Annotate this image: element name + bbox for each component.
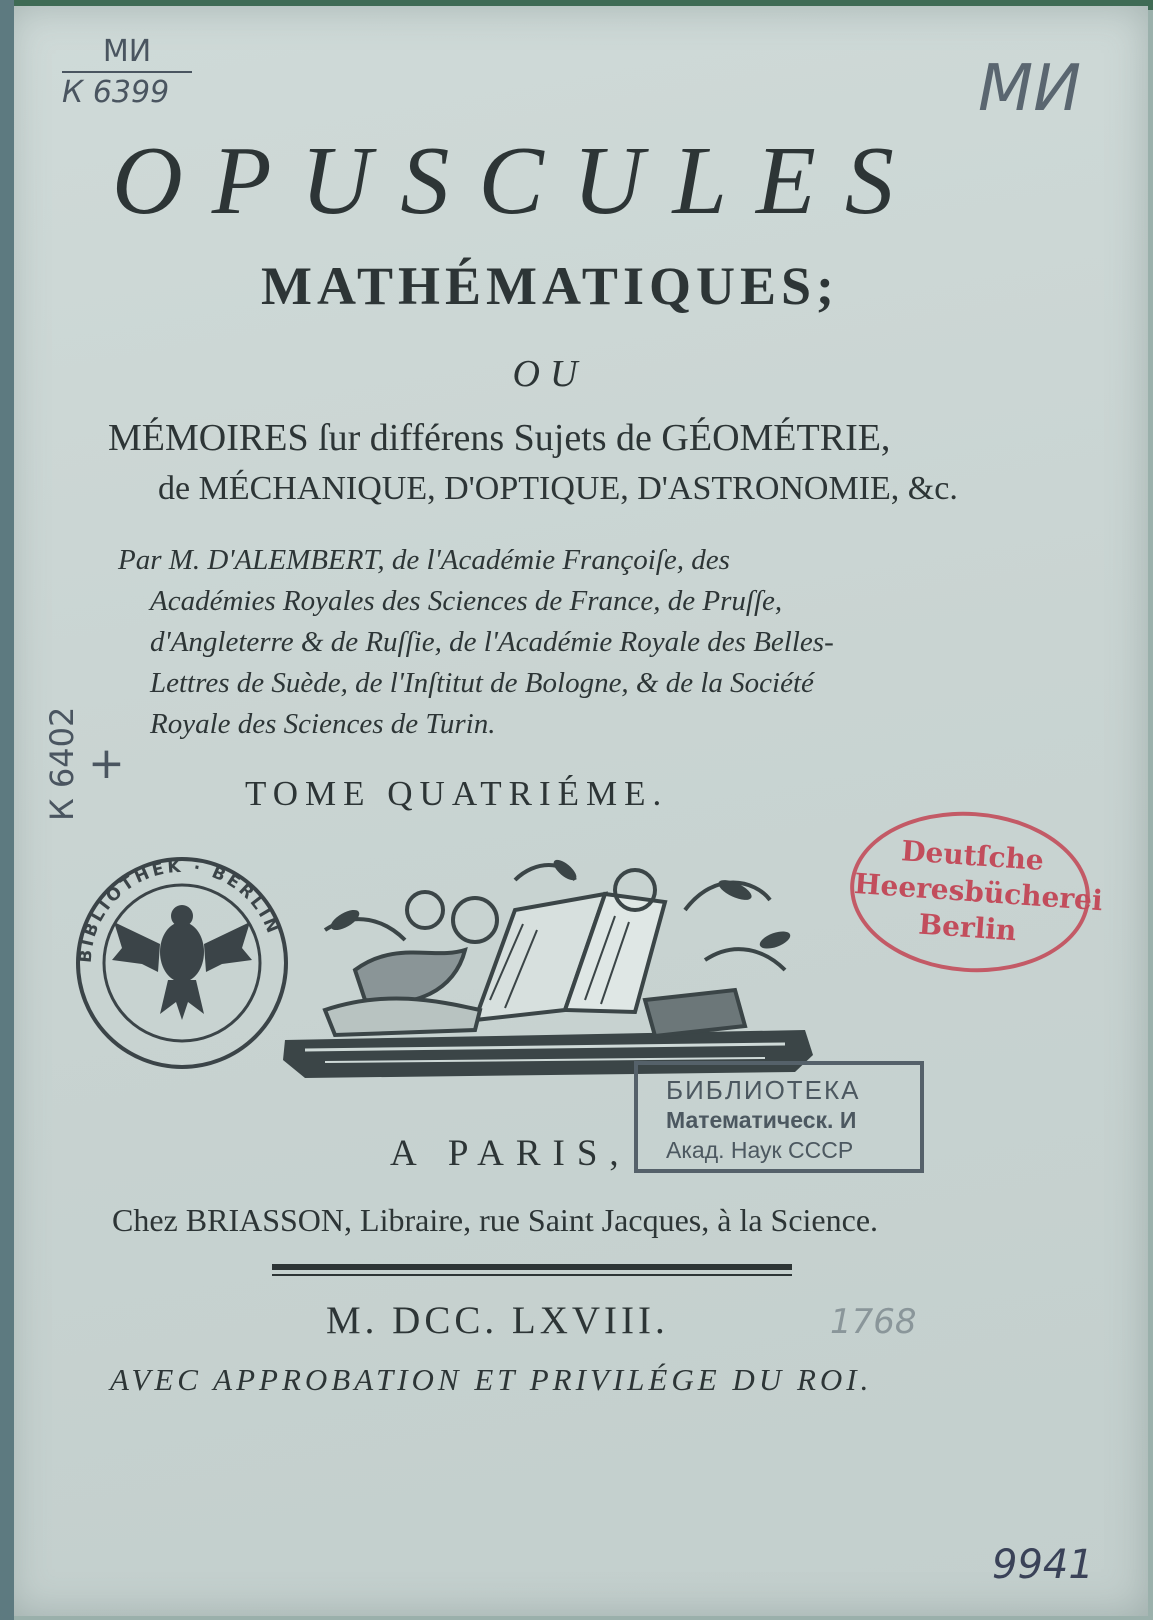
book-subtitle: MATHÉMATIQUES; (260, 256, 840, 316)
imprint-place: A PARIS, (390, 1133, 631, 1174)
shelfmark-plus: + (88, 738, 125, 789)
red-stamp-line: Berlin (917, 907, 1018, 948)
library-seal-stamp (72, 852, 292, 1074)
author-line: Royale des Sciences de Turin. (150, 708, 496, 740)
printers-vignette (265, 850, 825, 1090)
shelfmark-line-1: МИ (102, 34, 152, 69)
red-stamp-line: Heeresbücherei (853, 866, 1104, 918)
shelfmark-top-right: МИ (978, 52, 1082, 126)
or-word: OU (512, 353, 588, 395)
shelfmark-vertical: К 6402 (43, 706, 81, 821)
shelfmark-divider (62, 71, 192, 73)
imprint-publisher: Chez BRIASSON, Libraire, rue Saint Jacques, à la Science. (112, 1202, 879, 1238)
shelfmark-top-left (62, 34, 192, 110)
library-stamp-line: Акад. Наук СССР (666, 1137, 854, 1163)
double-rule-thin (272, 1274, 792, 1276)
author-line: d'Angleterre & de Ruſſie, de l'Académie Royale des Belles- (150, 626, 834, 658)
inventory-number: 9941 (992, 1542, 1094, 1588)
red-stamp-line: Deutſche (900, 834, 1045, 878)
pencil-year: 1768 (830, 1302, 917, 1342)
page-edge (0, 0, 14, 1620)
royal-privilege: AVEC APPROBATION ET PRIVILÉGE DU ROI. (110, 1362, 873, 1397)
author-line: Par M. D'ALEMBERT, de l'Académie Françoiſe, des (118, 544, 730, 576)
memoires-line-1: MÉMOIRES ſur différens Sujets de GÉOMÉTRIE, (108, 417, 891, 459)
author-line: Académies Royales des Sciences de France, de Pruſſe, (150, 585, 783, 617)
shelfmark-line-2: К 6399 (62, 75, 170, 110)
author-line: Lettres de Suède, de l'Inſtitut de Bologne, & de la Société (150, 667, 814, 699)
imprint-year: M. DCC. LXVIII. (326, 1299, 669, 1342)
author-block (118, 540, 958, 745)
book-title: OPUSCULES (112, 127, 923, 235)
volume-label: TOME QUATRIÉME. (245, 774, 669, 813)
memoires-line-2: de MÉCHANIQUE, D'OPTIQUE, D'ASTRONOMIE, &c. (158, 470, 958, 507)
library-stamp-line: БИБЛИОТЕКА (666, 1075, 861, 1105)
double-rule-thick (272, 1264, 792, 1270)
seal-text: BIBLIOTHEK · BERLIN (75, 856, 284, 964)
library-stamp-line: Математическ. И (666, 1107, 857, 1133)
